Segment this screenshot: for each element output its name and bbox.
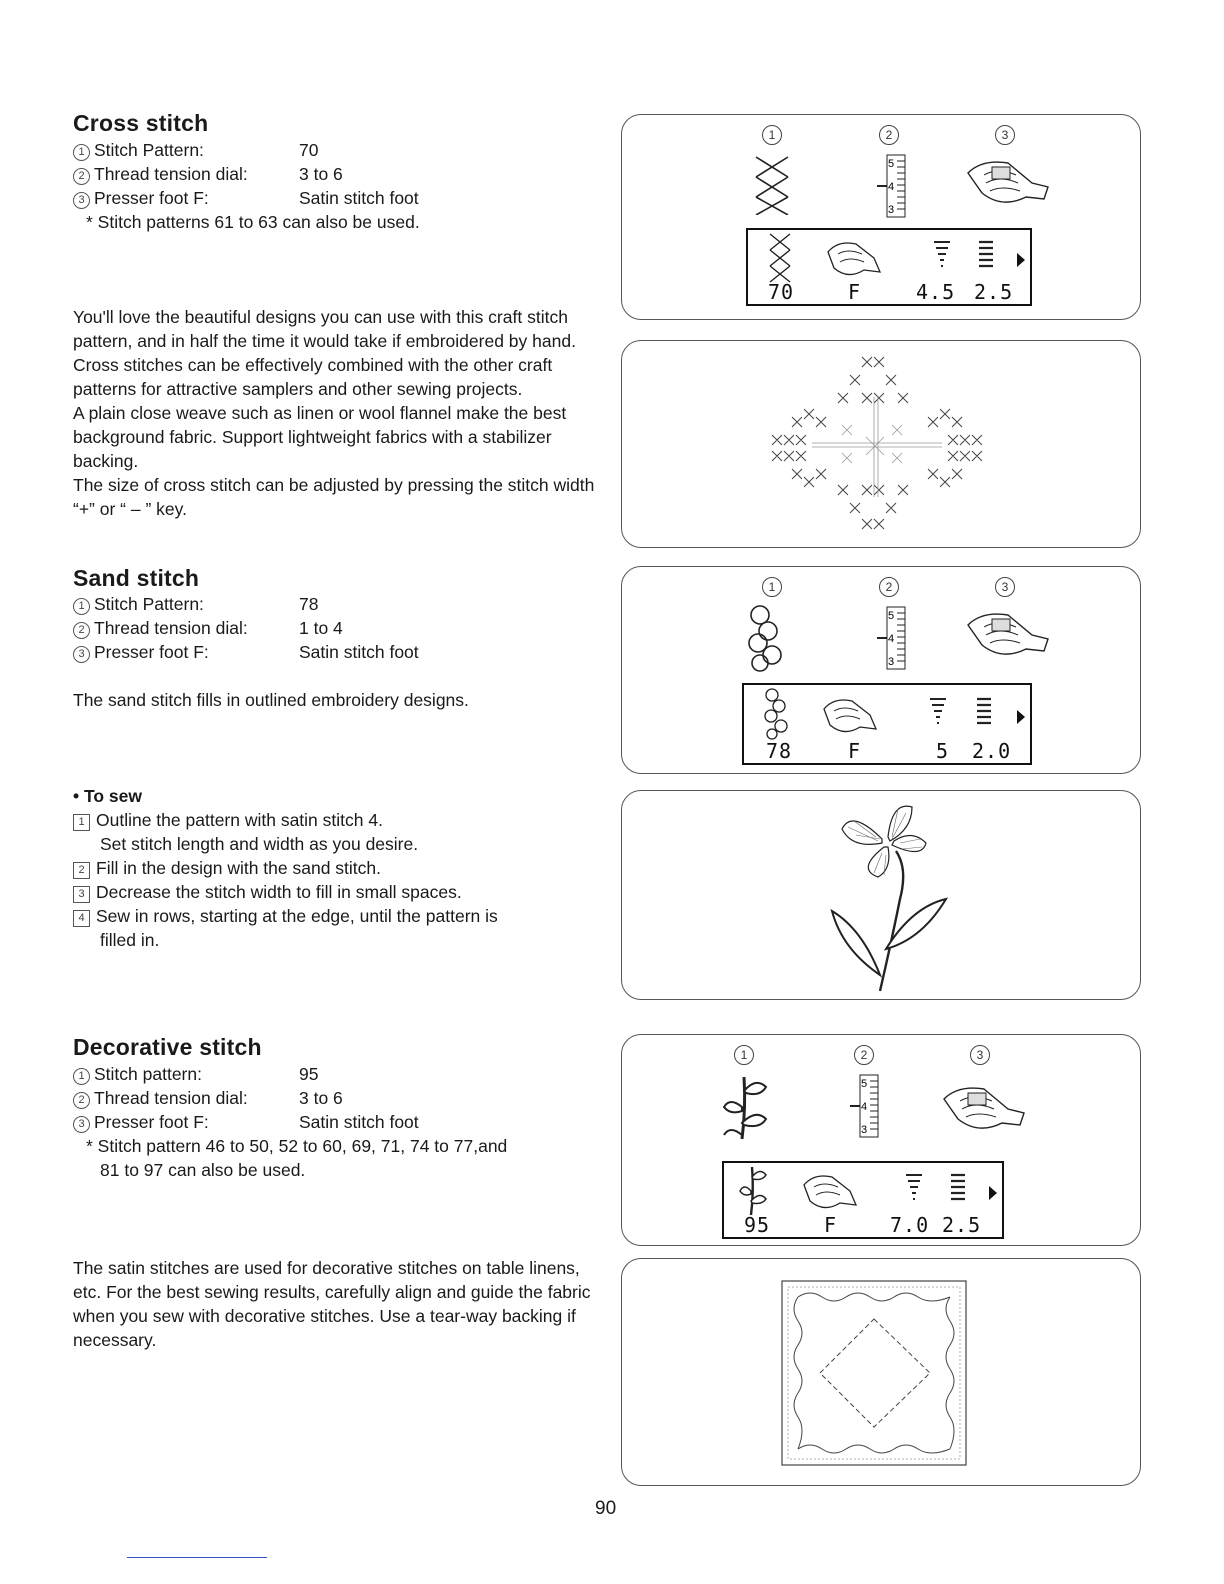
sand-settings-panel	[621, 566, 1141, 774]
circled-number: 1	[73, 144, 90, 161]
lcd-pattern-number: 95	[744, 1213, 771, 1237]
lcd-arrow-icon	[988, 1185, 998, 1201]
cross-spec-tension: 2 Thread tension dial: 3 to 6	[73, 162, 343, 186]
circled-number: 2	[73, 168, 90, 185]
to-sew-steps: 1 Outline the pattern with satin stitch 4. Set stitch length and width as you desire. 2 Fill in the design with the sand stitch. 3 Decrease the stitch width to fill in small spaces. 4 Sew in rows, starting at the edge, until the pattern is filled in.	[73, 808, 603, 952]
circled-number: 2	[73, 1092, 90, 1109]
lcd-length-value: 2.5	[974, 280, 1014, 304]
sand-paragraph: The sand stitch fills in outlined embroidery designs.	[73, 690, 469, 710]
decorative-note-2: 81 to 97 can also be used.	[100, 1160, 306, 1180]
label-3: 3	[970, 1045, 990, 1065]
decorative-stitch-pattern-icon	[720, 1073, 774, 1141]
label-1: 1	[734, 1045, 754, 1065]
decorative-stitch-title: Decorative stitch	[73, 1034, 262, 1060]
dial-mid: 4	[861, 1101, 868, 1113]
lcd-width-icon	[932, 238, 952, 274]
to-sew-title: • To sew	[73, 786, 143, 806]
label-3: 3	[995, 577, 1015, 597]
decorative-paragraph: The satin stitches are used for decorative stitches on table linens, etc. For the best sewing results, carefully align and guide the fabric when you sew with decorative stitches. Use a tear-way backing if necessary.	[73, 1258, 591, 1350]
lcd-foot-icon	[824, 236, 884, 286]
decorative-spec-tension: 2 Thread tension dial: 3 to 6	[73, 1086, 343, 1110]
lcd-pattern-icon	[768, 232, 792, 284]
cross-paragraph: You'll love the beautiful designs you can use with this craft stitch pattern, and in half the time it would take if embroidered by hand. Cross stitches can be effectively combined with the other craft patterns for attractive samplers and other sewing projects. A plain close weave such as linen or wool flannel make the best background fabric. Support lightweight fabrics with a stabilizer backing. The size of cross stitch can be adjusted by pressing the stitch width “+” or “ – ” key.	[73, 307, 595, 519]
lcd-pattern-number: 70	[768, 280, 795, 304]
circled-number: 3	[73, 192, 90, 209]
sand-spec-foot: 3 Presser foot F: Satin stitch foot	[73, 640, 419, 664]
cross-stitch-pattern-icon	[752, 153, 792, 215]
circled-number: 2	[73, 622, 90, 639]
lcd-pattern-number: 78	[766, 739, 793, 763]
sand-spec-pattern: 1 Stitch Pattern: 78	[73, 592, 318, 616]
circled-number: 3	[73, 1116, 90, 1133]
lcd-length-icon	[948, 1171, 968, 1207]
sand-lcd-screen	[742, 683, 1032, 765]
page-number: 90	[595, 1498, 617, 1519]
sand-stitch-title: Sand stitch	[73, 565, 200, 591]
footer-rule	[127, 1557, 267, 1558]
lcd-foot-letter: F	[824, 1213, 838, 1237]
satin-presser-foot-icon	[938, 1079, 1028, 1141]
step-1: 1 Outline the pattern with satin stitch 4.	[73, 808, 603, 832]
decorative-note: * Stitch pattern 46 to 50, 52 to 60, 69, 71, 74 to 77,and	[86, 1136, 508, 1156]
decorative-settings-panel	[621, 1034, 1141, 1246]
decorative-border-illustration	[780, 1279, 968, 1467]
label-2: 2	[879, 125, 899, 145]
decorative-lcd-screen	[722, 1161, 1004, 1239]
dial-mid: 4	[888, 181, 895, 193]
cross-settings-panel	[621, 114, 1141, 320]
dial-bottom: 3	[888, 204, 895, 216]
lcd-foot-letter: F	[848, 280, 862, 304]
decorative-spec-foot: 3 Presser foot F: Satin stitch foot	[73, 1110, 419, 1134]
cross-spec-pattern: 1 Stitch Pattern: 70	[73, 138, 318, 162]
lcd-width-value: 5	[936, 739, 950, 763]
lcd-length-value: 2.5	[942, 1213, 982, 1237]
lcd-arrow-icon	[1016, 709, 1026, 725]
circled-number: 1	[73, 598, 90, 615]
lcd-foot-icon	[800, 1169, 860, 1219]
sand-stitch-pattern-icon	[746, 603, 790, 673]
circled-number: 1	[73, 1068, 90, 1085]
label-1: 1	[762, 125, 782, 145]
lcd-width-value: 4.5	[916, 280, 956, 304]
label-3: 3	[995, 125, 1015, 145]
lcd-width-icon	[904, 1171, 924, 1207]
cross-lcd-screen	[746, 228, 1032, 306]
lcd-length-icon	[974, 695, 994, 731]
lcd-width-value: 7.0	[890, 1213, 930, 1237]
step-2: 2 Fill in the design with the sand stitch.	[73, 856, 603, 880]
tension-dial-icon	[877, 153, 909, 219]
label-1: 1	[762, 577, 782, 597]
lcd-length-icon	[976, 238, 996, 274]
satin-presser-foot-icon	[962, 153, 1052, 215]
step-4: 4 Sew in rows, starting at the edge, until the pattern is	[73, 904, 603, 928]
cross-stitch-title: Cross stitch	[73, 110, 209, 136]
sand-sample-panel	[621, 790, 1141, 1000]
step-3: 3 Decrease the stitch width to fill in small spaces.	[73, 880, 603, 904]
lcd-foot-icon	[820, 693, 880, 743]
lcd-pattern-icon	[738, 1165, 768, 1217]
lcd-foot-letter: F	[848, 739, 862, 763]
cross-note: * Stitch patterns 61 to 63 can also be used.	[86, 212, 420, 232]
circled-number: 3	[73, 646, 90, 663]
dial-bottom: 3	[861, 1124, 868, 1136]
lcd-length-value: 2.0	[972, 739, 1012, 763]
decorative-spec-pattern: 1 Stitch pattern: 95	[73, 1062, 318, 1086]
dial-mid: 4	[888, 633, 895, 645]
tension-dial-icon	[877, 605, 909, 671]
cross-sample-panel	[621, 340, 1141, 548]
dial-top: 5	[888, 158, 895, 170]
tension-dial-icon	[850, 1073, 882, 1139]
lcd-width-icon	[928, 695, 948, 731]
label-2: 2	[854, 1045, 874, 1065]
dial-top: 5	[888, 610, 895, 622]
dial-top: 5	[861, 1078, 868, 1090]
lcd-arrow-icon	[1016, 252, 1026, 268]
cross-stitch-sample-illustration	[752, 347, 1002, 543]
decorative-sample-panel	[621, 1258, 1141, 1486]
label-2: 2	[879, 577, 899, 597]
dial-bottom: 3	[888, 656, 895, 668]
sand-spec-tension: 2 Thread tension dial: 1 to 4	[73, 616, 343, 640]
satin-presser-foot-icon	[962, 605, 1052, 667]
flower-embroidery-illustration	[812, 799, 962, 995]
cross-spec-foot: 3 Presser foot F: Satin stitch foot	[73, 186, 419, 210]
lcd-pattern-icon	[762, 687, 792, 741]
